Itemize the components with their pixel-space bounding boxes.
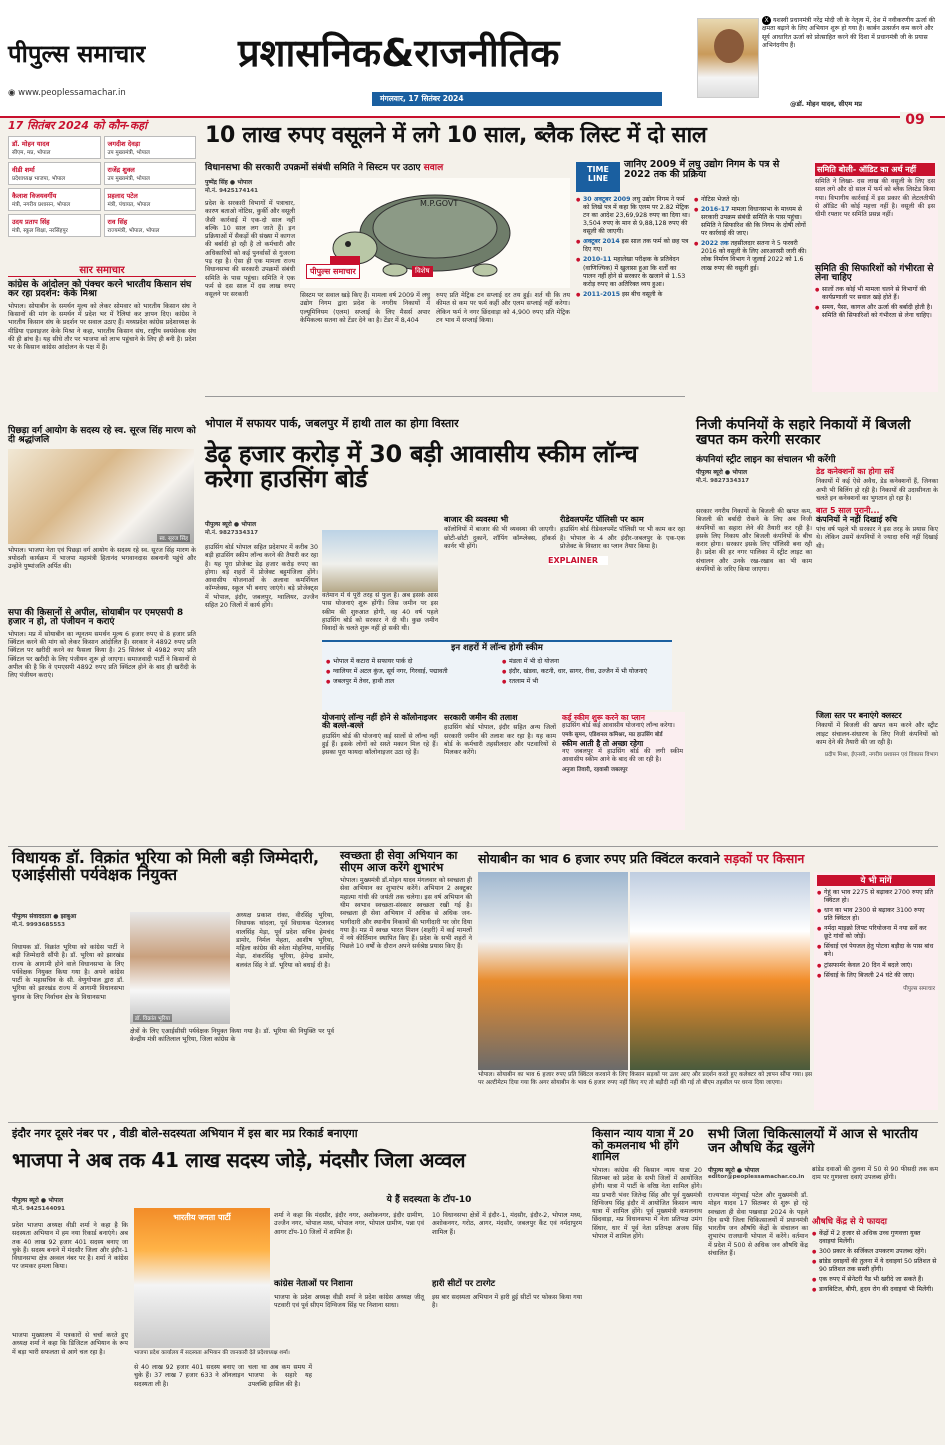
globe-icon: ◉ — [8, 88, 19, 98]
demand-item: ● नर्मदा माइक्रो लिफ्ट परियोजना में नया सर्वे कर छूटे गांवों को जोड़ें। — [817, 925, 935, 941]
timeline-item — [694, 206, 808, 238]
divider — [205, 396, 685, 397]
five-years-text: पांच वर्ष पहले भी सरकार ने इस तरह के प्रयास किए थे। लेकिन उसमें कंपनियों ने ज्यादा रुचि नहीं दिखाई थी। — [816, 526, 938, 550]
soybean-headline-red: सड़कों पर किसान — [724, 851, 805, 866]
aushadhi-byline-place: भोपाल — [744, 1167, 760, 1174]
bjp-col-2: से 40 लाख 92 हजार 401 सदस्य बनाए जा चुके हैं। 37 लाख 7 हजार 633 ने ऑनलाइन सदस्यता ली है। — [134, 1364, 244, 1388]
timeline-text: नोटिस भेजते रहे। — [701, 196, 740, 203]
brand-logo[interactable]: पीपुल्स समाचार — [8, 40, 146, 68]
timeline-text: मामला विधानसभा के माध्यम से सरकारी उपक्रम संबंधी समिति के पास पहुंचा। समिति ने सिफारिश की कि निगम के दोषी लोगों पर कार्रवाई की जाए। — [701, 206, 806, 238]
demands-list — [817, 889, 935, 980]
saar-text-3: भोपाल। मप्र में सोयाबीन का न्यूनतम समर्थन मूल्य 6 हजार रुपए से 8 हजार प्रति क्विंटल करने की मांग को लेकर किसान आंदोलित हैं। सरकार ने 4892 रुपए प्रति क्विंटल पर खरीदी करने का फैसला किया है। 25 सितंबर से 4982 रुपए प्रति क्विंटल पर खरीदी के लिए पंजीयन शुरू हो जाएगा। समाजवादी पार्टी ने किसानों से अपील की है कि वे एमएसपी 4892 रुपए प्रति क्विंटल होने के बाद ही खरीदी के लिए पंजीयन कराएं। — [8, 630, 196, 680]
cm-photo — [697, 18, 759, 98]
photo-caption: स्व. सूरज सिंह — [159, 535, 188, 542]
cm-quote-text: यशस्वी प्रधानमंत्री नरेंद्र मोदी जी के नेतृत्व में, देश में नवीकरणीय ऊर्जा की क्षमता बढ़ाने के लिए अभियान शुरू हो गया है। कार्बन उत्सर्जन कम करने और सूर्य आधारित ऊर्जा को प्रोत्साहित करने की दिशा में प्रधानमंत्री जी के प्रयास अभिनंदनीय हैं। — [762, 17, 936, 50]
housing-headline[interactable]: डेढ़ हजार करोड़ में 30 बड़ी आवासीय स्कीम लॉन्च करेगा हाउसिंग बोर्ड — [205, 440, 638, 494]
cm-quote-by: @डॉ. मोहन यादव, सीएम मप्र — [790, 100, 862, 108]
govt-land-title: सरकारी जमीन की तलाश — [444, 713, 518, 722]
committee-bullet: ● सालों तक कोई भी मामला चलने से विभागों की कार्यप्रणाली पर सवाल खड़े होते हैं। — [815, 286, 935, 302]
timeline-text: इस साल तक फर्म को छह पत्र दिए गए। — [583, 238, 689, 254]
housing-col-1b: वर्तमान में ये पूरी तरह से फुल हैं। अब इसके आस पास योजनाएं शुरू होंगी। जिस जमीन पर इस स्कीम की शुरुआत होगी, वह 40 वर्ष पहले हाउसिंग बोर्ड को सरकार ने दी थी। कुछ जमीन विवादों के चलते शुरू नहीं हो सकी थी। — [322, 592, 438, 633]
swachhta-headline[interactable]: स्वच्छता ही सेवा अभियान का सीएम आज करेंगे शुभारंभ — [340, 849, 458, 874]
who-where-title: 17 सितंबर 2024 को कौन-कहां — [8, 119, 147, 132]
housing-col-1: हाउसिंग बोर्ड भोपाल सहित प्रदेशभर में करीब 30 बड़ी हाउसिंग स्कीम लॉन्च करने की तैयारी कर रहा है। यह पूरा प्रोजेक्ट डेढ़ हजार करोड़ रुपए का होगा। बड़े शहरों में प्रोजेक्ट बहुमंजिला होंगे। आवासीय योजनाओं के अलावा कमर्शियल कॉम्प्लेक्स, स्कूल भी बनाए जाएंगे। बड़े प्रोजेक्ट्स में भोपाल, इंदौर, जबलपुर, ग्वालियर, उज्जैन सहित 20 जिलों में कार्य होंगे। — [205, 544, 318, 610]
cluster-text: निकायों में बिजली की खपत कम करने और स्ट्रीट लाइट संचालन-संधारण के लिए निजी कंपनियों को काम देने की तैयारी की जा रही है। — [816, 722, 938, 746]
committee-box — [812, 160, 938, 392]
lead-subhead — [205, 160, 565, 173]
power-headline[interactable]: निजी कंपनियों के सहारे निकायों में बिजली खपत कम करेगी सरकार — [696, 417, 911, 448]
who-where-box — [8, 120, 196, 258]
person-card[interactable] — [8, 188, 101, 211]
committee-title-2: समिति की सिफारिशों को गंभीरता से लेना चाहिए — [815, 264, 934, 284]
soybean-caption: भोपाल। सोयाबीन का भाव 6 हजार रुपए प्रति क्विंटल करवाने के लिए किसान सड़कों पर उतर आए और प्रदर्शन करते हुए कलेक्टर को ज्ञापन सौंपा गया। इस पर अल्टीमेटम दिया गया कि अगर सोयाबीन के भाव 6 हजार रुपए नहीं किए गए तो बड़ौदी नहीं की गई तो बीएम तहसील पर धरना दिया जाएगा। — [478, 1072, 812, 1086]
top10-box — [274, 1196, 584, 1346]
yojna-text: हाउसिंग बोर्ड की योजनाएं कई सालों से लॉन्च नहीं हुई हैं। इसके लोगों को सस्ते मकान मिल रहे हैं। इसका पूरा फायदा कॉलोनाइजर उठा रहे हैं। — [322, 732, 438, 757]
yojna-title: योजनाएं लॉन्च नहीं होने से कॉलोनाइजर की बल्ले-बल्ले — [322, 713, 437, 731]
bjp-photo-caption: भाजपा प्रदेश कार्यालय में सदस्यता अभियान की जानकारी देते प्रदेशाध्यक्ष शर्मा। — [134, 1350, 290, 1356]
page-number: 09 — [900, 112, 930, 134]
saar-headline-2[interactable]: पिछड़ा वर्ग आयोग के सदस्य रहे स्व. सूरज सिंह मारण को दी श्रद्धांजलि — [8, 425, 196, 446]
top10-text-a: शर्मा ने कहा कि मंदसौर, इंदौर नगर, अशोकनगर, इंदौर ग्रामीण, उज्जैन नगर, भोपाल मध्य, भोपाल नगर, भोपाल ग्रामीण, पन्ना एवं आगर टॉप-10 जिलों में शामिल हैं। — [274, 1212, 424, 1236]
lead-col-1: प्रदेश के सरकारी विभागों में पत्राचार, कारण बताओ नोटिस, कुर्की और वसूली जैसी कार्रवाई में एक-दो साल नहीं बल्कि 10 साल लग जाते हैं। इन प्रक्रियाओं में सैकड़ों की संख्या में कागज की बर्बादी हो रही है तो कर्मचारी और अधिकारियों को कई पुनर्वासों से गुजरना पड़ रहा है। ऐसा ही एक मामला राज्य विधानसभा की सरकारी उपक्रमों संबंधी समिति के पास पहुंचा। समिति ने एक फर्म से दस साल में दस लाख रुपए वसूलने पर सरकारी — [205, 200, 295, 299]
housing-col-2 — [444, 516, 556, 636]
aushadhi-col-2: ब्रांडेड दवाओं की तुलना में 50 से 90 फीसदी तक कम दाम पर गुणवत्ता दवाएं उपलब्ध होंगी। — [812, 1166, 938, 1182]
demand-item: ● धान का भाव 2300 से बढ़ाकर 3100 रुपए प्रति क्विंटल हो। — [817, 907, 935, 923]
timeline-item — [694, 196, 808, 204]
plan-text: हाउसिंग बोर्ड कई आवासीय योजनाएं लॉन्च करेगा। — [562, 721, 675, 729]
timeline-item — [576, 238, 690, 254]
quote-person: अनुजा तिवारी, रहवासी जबलपुर — [562, 766, 628, 773]
timeline-item — [576, 256, 690, 288]
city-item: ● भोपाल में कटारा में सफायर पार्क दो — [326, 658, 486, 666]
person-card[interactable] — [104, 162, 197, 185]
date-bar — [372, 92, 662, 106]
mla-headline[interactable]: विधायक डॉ. विक्रांत भूरिया को मिली बड़ी जिम्मेदारी, एआईसीसी पर्यवेक्षक नियुक्त — [12, 848, 320, 884]
redevelop-text: हाउसिंग बोर्ड रीडेवलपमेंट पॉलिसी पर भी काम कर रहा है। भोपाल के 4 और इंदौर-जबलपुर के एक-एक प्रोजेक्ट के विस्तार का प्लान तैयार किया है। — [560, 526, 685, 550]
plan-person: एमके सुमन, एडिशनल कमिश्नर, मप्र हाउसिंग बोर्ड — [562, 732, 663, 739]
top10-title: ये हैं सदस्यता के टॉप-10 — [386, 1195, 472, 1205]
five-years-title: बात 5 साल पुरानी... — [816, 506, 880, 516]
lead-byline: पुष्पेंद्र सिंह ● भोपाल मो.नं. 9425174141 — [205, 178, 355, 194]
target-title: हारी सीटों पर टारगेट — [432, 1279, 496, 1289]
market-title: बाजार की व्यवस्था भी — [444, 515, 509, 524]
demands-box — [814, 872, 938, 1110]
top10-text-b: 10 विधानसभा क्षेत्रों में इंदौर-1, मंदसौर, इंदौर-2, भोपाल मध्य, अशोकनगर, गरोठ, आगर, मंदसौर, जबलपुर कैंट एवं नर्मदापुरम शामिल हैं। — [432, 1212, 582, 1236]
city-item: ● रतलाम में भी — [502, 678, 662, 686]
housing-byline: पीपुल्स ब्यूरो ● भोपाल मो.नं. 9827334317 — [205, 520, 325, 536]
bjp-col-3: चला था अब कम समय में भाजपा के सहारे यह उपलब्धि हासिल की है। — [248, 1364, 312, 1388]
plan-title: कई स्कीम शुरू करने का प्लान — [562, 713, 645, 722]
benefit-item: ● डायबिटिज, बीपी, हृदय रोग की दवाइयां भी मिलेंगी। — [812, 1286, 938, 1294]
benefit-item: ● 300 प्रकार के सर्जिकल उपकरण उपलब्ध रहेंगे। — [812, 1248, 938, 1256]
person-role: प्रदेशाध्यक्ष भाजपा, भोपाल — [12, 175, 66, 182]
saar-headline-3[interactable]: सपा की किसानों से अपील, सोयाबीन पर एमएसपी 8 हजार न हो, तो पंजीयन न कराएं — [8, 607, 184, 628]
redevelop-title: रीडेवलपमेंट पॉलिसी पर काम — [560, 515, 644, 524]
aushadhi-text: राज्यपाल मंगुभाई पटेल और मुख्यमंत्री डॉ. मोहन यादव 17 सितम्बर से शुरू हो रहे स्वच्छता ही सेवा पखवाड़ा 2024 के पहले दिन सभी जिला चिकित्सालयों में प्रधानमंत्री भारतीय जन औषधि केंद्रों के संचालन का शुभारंभ राजधानी भोपाल में करेंगे। वर्तमान में प्रदेश में 500 से अधिक जन औषधि केंद्र संचालित हैं। — [708, 1192, 808, 1258]
section-title: प्रशासनिक&राजनीतिक — [238, 31, 560, 75]
benefits-box — [812, 1218, 938, 1438]
bjp-byline-place: भोपाल — [48, 1197, 64, 1204]
person-card[interactable] — [8, 136, 101, 159]
mla-byline: पीपुल्स संवाददाता ● झाबुआ मो.नं. 9993685553 — [12, 912, 142, 928]
timeline-text: तहसीलदार सतना ने 5 फरवरी 2016 को वसूली के लिए आरआरसी जारी की। लोक निर्माण विभाग ने जुलाई 2022 को 1.6 लाख रुपए की वसूली हुई। — [701, 240, 807, 272]
city-item: ● जबलपुर में तेवर, हाथी ताल — [326, 678, 486, 686]
mla-byline-place: झाबुआ — [60, 913, 77, 920]
timeline-text: लघु उद्योग निगम ने फर्म को लिखे पत्र में कहा कि एलम पर 2.82 मेट्रिक टन का आदेश 23,69,928 रुपए का दिया था। 3,504 रुपए के मान से 9,88,128 रुपए की वसूली की जाएगी। — [583, 196, 690, 236]
mla-photo — [130, 912, 230, 1024]
bjp-kicker[interactable]: इंदौर नगर दूसरे नंबर पर , वीडी बोले-सदस्यता अभियान में इस बार मप्र रिकार्ड बनाएगा — [12, 1127, 358, 1140]
bjp-byline: पीपुल्स ब्यूरो ● भोपाल मो.नं. 9425144091 — [12, 1196, 132, 1212]
target-text: इस बार सदस्यता अभियान में हारी हुई सीटों पर फोकस किया गया है। — [432, 1294, 582, 1310]
cm-quote — [762, 16, 938, 96]
govt-land-box — [444, 714, 556, 828]
lead-col-3: रुपए प्रति मेट्रिक टन सप्लाई दर तय हुई। शर्त थी कि तय कीमत से कम पर फर्म कहीं और एलम सप्लाई नहीं करेगा। लेकिन फर्म ने नगर छिंदवाड़ा को 4,900 रुपए प्रति मेट्रिक टन भाव में सप्लाई किया। — [436, 292, 570, 324]
aushadhi-email[interactable]: editor@peoplessamachar.co.in — [708, 1174, 805, 1180]
bjp-mobile: मो.नं. 9425144091 — [12, 1206, 66, 1212]
benefits-list — [812, 1230, 938, 1294]
person-name: डॉ. मोहन यादव — [12, 139, 50, 148]
bjp-banner: भारतीय जनता पार्टी — [173, 1213, 231, 1222]
saar-headline-1[interactable]: कांग्रेस के आंदोलन को पंक्चर करने भारतीय किसान संघ कर रहा प्रदर्शन: केके मिश्रा — [8, 280, 192, 300]
aushadhi-byline-name: पीपुल्स ब्यूरो — [708, 1167, 735, 1174]
lead-mobile: मो.नं. 9425174141 — [205, 188, 259, 194]
saar-text-2: भोपाल। भाजपा नेता एवं पिछड़ा वर्ग आयोग के सदस्य रहे स्व. सूरज सिंह मारण के त्रयोदशी कार्यक्रम में भाजपा महामंत्री हितानंद भगवानदास सबनानी पहुंचे और उन्होंने पुष्पांजलि अर्पित की। — [8, 546, 196, 571]
bjp-byline-name: पीपुल्स ब्यूरो — [12, 1197, 39, 1204]
person-role: राज्यमंत्री, भोपाल, भोपाल — [107, 227, 160, 234]
power-col-1: सरकार नगरीय निकायों के बिजली की खपत कम, बिजली की बर्बादी रोकने के लिए अब निजी कंपनियों का सहारा लेने की तैयारी कर रही है। इसके लिए निकाय और बिजली कंपनियों के बीच करार होगा। सरकार इसके लिए पॉलिसी बना रही है। प्रदेश की हर नगर पालिका में स्ट्रीट लाइट का संचालन और उनके रख-रखाव का भी काम कंपनियों के जरिए किया जाएगा। — [696, 508, 812, 574]
person-card[interactable] — [104, 214, 197, 237]
timeline-left — [576, 196, 690, 394]
timeline-year: अक्टूबर 2014 — [583, 238, 620, 246]
city-item: ● इंदौर, खंडवा, कटनी, धार, सागर, रीवा, उज्जैन में भी योजनाएं — [502, 668, 662, 676]
soybean-photo-2 — [630, 872, 810, 1070]
mla-mobile: मो.नं. 9993685553 — [12, 922, 66, 928]
lead-subhead-red: सवाल — [423, 163, 444, 173]
person-card[interactable] — [8, 214, 101, 237]
bjp-col-1: प्रदेश भाजपा अध्यक्ष वीडी शर्मा ने कहा है कि सदस्यता अभियान में हम नया रिकार्ड बनाएंगे। अब तक 40 लाख 92 हजार 401 सदस्य बनाए जा चुके हैं। सदस्य बनाने में मंदसौर जिला और इंदौर-1 विधानसभा क्षेत्र अव्वल नंबर पर है। शर्मा ने कांग्रेस पर जमकर हमला किया। — [12, 1222, 128, 1271]
yojna-box — [322, 714, 438, 828]
bjp-headline[interactable]: भाजपा ने अब तक 41 लाख सदस्य जोड़े, मंदसौर जिला अव्वल — [12, 1148, 466, 1172]
mla-col-1: विधायक डॉ. विक्रांत भूरिया को कांग्रेस पार्टी ने बड़ी जिम्मेदारी सौंपी है। डॉ. भूरिया को झारखंड राज्य के आगामी होने वाले विधानसभा के लिए पर्यवेक्षक नियुक्त किया गया है। अपने कांग्रेस पार्टी के महासचिव के सी. वेणुगोपाल द्वारा डॉ. भूरिया को झारखंड राज्य में आगामी विधानसभा चुनाव के लिए निर्वाचन क्षेत्र के विधानसभा — [12, 944, 124, 1001]
benefit-item: ● ब्रांडेड दवाइयों की तुलना में ये दवाइयां 50 प्रतिशत से 90 प्रतिशत तक सस्ती होंगी। — [812, 1258, 938, 1274]
power-byline-place: भोपाल — [732, 469, 748, 476]
housing-kicker[interactable]: भोपाल में सफायर पार्क, जबलपुर में हाथी ताल का होगा विस्तार — [205, 417, 459, 430]
timeline-year: 2010-11 — [583, 256, 612, 264]
person-role: मंत्री, स्कूल शिक्षा, नरसिंहपुर — [12, 227, 68, 234]
website-text: www.peoplessamachar.in — [18, 88, 126, 98]
person-role: उप मुख्यमंत्री, भोपाल — [107, 175, 150, 182]
person-name: उदय प्रताप सिंह — [12, 217, 50, 226]
timeline-item — [576, 196, 690, 236]
person-name: राजेंद्र शुक्ल — [107, 165, 135, 174]
housing-photo — [322, 530, 438, 592]
city-item: ● ग्वालियर में अटल कुंज, सूर्य नगर, गिरवाई, पद्मावती — [326, 668, 486, 676]
person-role: मंत्री, पंचायत, भोपाल — [107, 201, 151, 208]
lead-byline-name: पुष्पेंद्र सिंह — [205, 179, 228, 186]
divider — [8, 846, 938, 847]
mla-col-2: अध्यक्ष प्रकाश रांका, वीरसिंह भूरिया, विधायक थांदला, पूर्व विधायक पेटलावद वालसिंह मेड़ा, पूर्व प्रदेश सचिव हेमचंद डामोर, निर्मल मेहता, आशीष भूरिया, महिला कांग्रेस की श्वेता मोहनिया, मानसिंह मेड़ा, शंकरसिंह भूरिया, हेमेन्द्र डामोर, बलवंत सिंह ने डॉ. भूरिया को बधाई दी है। — [236, 912, 334, 969]
lead-col-2: सिस्टम पर सवाल खड़े किए हैं। मामला वर्ष 2009 में लघु उद्योग निगम द्वारा प्रदेश के नगरीय निकायों में एल्यूमिनियम (एलम) सप्लाई के लिए मैसर्स अपार केमिकल्स सतना को टेंडर देने का है। टेंडर में 8,404 — [300, 292, 430, 324]
benefit-item: ● केंद्रों में 2 हजार से अधिक उच्च गुणवत्ता युक्त दवाइयां मिलेंगी। — [812, 1230, 938, 1246]
demand-item: ● गेहूं का भाव 2275 से बढ़ाकर 2700 रुपए प्रति क्विंटल हो। — [817, 889, 935, 905]
dead-conn-title: डेड कनेक्शनों का होगा सर्वे — [816, 467, 894, 476]
cities-box — [322, 640, 672, 710]
saar-label: सार समाचार — [8, 262, 196, 277]
mla-byline-name: पीपुल्स संवाददाता — [12, 913, 52, 920]
power-subhead: कंपनियां स्ट्रीट लाइन का संचालन भी करेंगी — [696, 455, 836, 465]
demands-title: ये भी मांगें — [817, 875, 935, 886]
housing-col-3 — [560, 516, 685, 646]
demand-item: ● सिंचाई के लिए बिजली 24 घंटे की जाए। — [817, 972, 935, 980]
plan-box — [560, 712, 685, 830]
power-byline-name: पीपुल्स ब्यूरो — [696, 469, 723, 476]
demand-item: ● ट्रांसफार्मर केवल 20 दिन में बदले जाएं। — [817, 962, 935, 970]
bjp-col-1b: भाजपा मुख्यालय में पत्रकारों से चर्चा करते हुए अध्यक्ष शर्मा ने कहा कि डिजिटल अभियान के रूप में बड़ा भारी सफलता से आगे चल रहा है। — [12, 1332, 128, 1356]
timeline-headline: जानिए 2009 में लघु उद्योग निगम के पत्र से 2022 तक की प्रक्रिया — [624, 159, 780, 180]
lead-headline[interactable]: 10 लाख रुपए वसूलने में लगे 10 साल, ब्लैक लिस्ट में दो साल — [205, 123, 707, 148]
power-col-2 — [816, 468, 938, 698]
benefit-item: ● एक रुपए में सेनेटरी पैड भी खरीदे जा सकते हैं। — [812, 1276, 938, 1284]
housing-byline-place: भोपाल — [241, 521, 257, 528]
govt-land-text: हाउसिंग बोर्ड भोपाल, इंदौर सहित अन्य जिलों सरकारी जमीन की तलाश कर रहा है। यह काम बोर्ड के कर्मचारी तहसीलदार और पटवारियों से मिलकर करेंगे। — [444, 724, 556, 757]
committee-text: समिति ने लिखा- दस लाख की वसूली के लिए दस साल लगे और दो साल में फर्म को ब्लैक लिस्टेड किया गया। विभागीय कार्रवाई में इस प्रकार की लेटलतीफी से ऑडिट की कोई महत्ता नहीं है। वसूली की इस धीमी रफ्तार पर समिति प्रसन्न नहीं। — [815, 178, 935, 219]
bjp-photo — [134, 1208, 270, 1348]
soybean-headline-text: सोयाबीन का भाव 6 हजार रुपए प्रति क्विंटल करवाने — [478, 851, 720, 866]
person-card[interactable] — [8, 162, 101, 185]
website-url[interactable] — [8, 88, 238, 98]
timeline-year: 2022 तक — [701, 240, 729, 248]
housing-byline-name: पीपुल्स ब्यूरो — [205, 521, 232, 528]
date-text: मंगलवार, 17 सितंबर 2024 — [380, 94, 464, 103]
cities-title: इन शहरों में लॉन्च होगी स्कीम — [451, 643, 543, 653]
person-name: जगदीश देवड़ा — [107, 139, 141, 148]
timeline-label-text: TIME LINE — [587, 165, 609, 183]
benefits-title: औषधि केंद्र से ये फायदा — [812, 1217, 887, 1227]
kisan-text: भोपाल। कांग्रेस की किसान न्याय यात्रा 20 सितम्बर को प्रदेश के सभी जिलों में आयोजित होगी। यात्रा में पार्टी के वरिष्ठ नेता शामिल होंगे। मप्र प्रभारी भंवर जितेन्द्र सिंह और पूर्व मुख्यमंत्री दिग्विजय सिंह इंदौर में आयोजित किसान न्याय यात्रा में शामिल होंगे। पूर्व मुख्यमंत्री कमलनाथ छिंदवाड़ा, मप्र विधानसभा में नेता प्रतिपक्ष उमंग सिंघार, धार में पूर्व नेता प्रतिपक्ष अजय सिंह भोपाल में शामिल होंगे। — [592, 1166, 702, 1241]
person-name: प्रहलाद पटेल — [107, 191, 138, 200]
housing-mobile: मो.नं. 9827334317 — [205, 530, 259, 536]
saar-text-1: भोपाल। सोयाबीन के समर्थन मूल्य को लेकर सोमवार को भारतीय किसान संघ ने किसानों की मांग के समर्थन में प्रदेश भर में रैलियां कर ज्ञापन दिए। कांग्रेस ने भारतीय किसान संघ के प्रदर्शन पर सवाल उठाए हैं। मध्यप्रदेश कांग्रेस प्रदेशाध्यक्ष के मीडिया एडवाइजर केके मिश्रा ने कहा, भारतीय किसान संघ, राष्ट्रीय स्वयंसेवक संघ की ही ब्रांच है। यह सीधे तौर पर भाजपा को लाभ पहुंचाने के लिए ही बनी है। प्रदेश भर के किसान कांग्रेस आंदोलन के पक्ष में हैं। — [8, 302, 196, 352]
soybean-photo-1 — [478, 872, 628, 1070]
cartoon — [300, 178, 570, 288]
timeline-item — [576, 291, 690, 299]
demands-desk: पीपुल्स समाचार — [903, 985, 935, 992]
lead-subhead-text: विधानसभा की सरकारी उपक्रमों संबंधी समिति ने सिस्टम पर उठाए — [205, 163, 421, 173]
power-mobile: मो.नं. 9827334317 — [696, 478, 750, 484]
quote-title: स्कीम आती है तो अच्छा रहेगा — [562, 739, 644, 749]
cong-title: कांग्रेस नेताओं पर निशाना — [274, 1279, 353, 1289]
timeline-year: 30 अक्टूबर 2009 — [583, 196, 631, 203]
swachhta-text: भोपाल। मुख्यमंत्री डॉ.मोहन यादव मंगलवार को स्वच्छता ही सेवा अभियान का शुभारंभ करेंगे। अभियान 2 अक्टूबर महात्मा गांधी की जयंती तक चलेगा। इस वर्ष अभियान की थीम स्वभाव स्वच्छता-संस्कार स्वच्छता रखी गई है। स्वच्छता ही सेवा अभियान में अधिक से अधिक जन-भागीदारी और स्थानीय निकायों की भागीदारी पर जोर दिया गया है। मप्र में स्वच्छ भारत मिशन (शहरी) में कई मामलों में नये कीर्तिमान स्थापित किए हैं। प्रदेश के सभी शहरों ने पिछले 10 वर्षों के दौरान अपने सर्वश्रेष्ठ प्रयास किए हैं। — [340, 877, 472, 951]
cartoon-tag: विशेष — [412, 266, 433, 277]
market-text: कॉलोनियों में बाजार की भी व्यवस्था की जाएगी। छोटी-छोटी दुकानें, शॉपिंग कॉम्प्लेक्स, हॉकर्स कार्नर भी होंगे। — [444, 526, 556, 550]
person-role: उप मुख्यमंत्री, भोपाल — [107, 149, 150, 156]
power-byline: पीपुल्स ब्यूरो ● भोपाल मो.नं. 9827334317 — [696, 468, 806, 484]
committee-bullets — [815, 286, 935, 320]
five-years-sub: कंपनियों ने नहीं दिखाई रुचि — [816, 514, 898, 524]
x-icon: X — [762, 16, 771, 25]
timeline-right — [694, 196, 808, 394]
shraddhanjali-photo — [8, 449, 194, 544]
cluster-box — [816, 712, 938, 840]
person-name: राव सिंह — [107, 217, 128, 226]
explainer-tag: EXPLAINER — [548, 556, 608, 565]
kisan-box — [592, 1128, 702, 1440]
timeline-year: 2011-2015 — [583, 290, 621, 298]
swachhta-box — [340, 850, 472, 1080]
person-card[interactable] — [104, 188, 197, 211]
cartoon-shell-text: M.P.GOVT — [420, 199, 459, 208]
demand-item: ● सिंचाई एवं पेयजल हेतु पोटवा बड़ौदा के पास बांध बने। — [817, 943, 935, 959]
timeline-year: 2016-17 — [701, 206, 730, 214]
who-where-grid — [8, 136, 196, 237]
cities-left — [326, 658, 486, 688]
lead-byline-place: भोपाल — [237, 179, 253, 186]
soybean-headline[interactable] — [478, 852, 938, 865]
person-name: कैलाश विजयवर्गीय — [12, 191, 57, 200]
timeline-label — [576, 162, 620, 192]
city-item: ● मंडला में भी दो योजना — [502, 658, 662, 666]
aushadhi-headline[interactable]: सभी जिला चिकित्सालयों में आज से भारतीय जन औषधि केंद्र खुलेंगे — [708, 1127, 918, 1156]
cartoon-label-text: पीपुल्स समाचार — [310, 267, 356, 276]
aushadhi-byline: पीपुल्स ब्यूरो ● भोपाल editor@peoplessamachar.co.in — [708, 1166, 818, 1180]
person-name: वीडी शर्मा — [12, 165, 35, 174]
committee-bullet: ● समय, पैसा, कागज और ऊर्जा की बर्बादी होती है। समिति की सिफारिशों को गंभीरता से लेना चाहिए। — [815, 304, 935, 320]
quote-text: नए जबलपुर में हाउसिंग बोर्ड की लगी स्कीम आवासीय स्कीम आने के बाद की जा रही है। — [562, 748, 683, 764]
saar-column — [8, 262, 196, 842]
committee-title: समिति बोली- ऑडिट का अर्थ नहीं — [815, 163, 935, 176]
dead-conn-text: निकायों में कई ऐसे अवैध, डेड कनेक्शनों हैं, जिनका अभी भी बिलिंग हो रही है। निकायों की उदासीनता के चलते इन कनेक्शनों का भुगतान हो रहा है। — [816, 478, 938, 502]
timeline-text: इस बीच वसूली के — [621, 290, 663, 298]
person-card[interactable] — [104, 136, 197, 159]
timeline-item — [694, 240, 808, 272]
mla-col-2b: क्षेत्रों के लिए एआईसीसी पर्यवेक्षक नियुक्त किया गया है। डॉ. भूरिया की नियुक्ति पर पूर्व केन्द्रीय मंत्री कांतिलाल भूरिया, जिला कांग्रेस के — [130, 1028, 334, 1044]
divider — [8, 1122, 938, 1123]
cluster-title: जिला स्तर पर बनाएंगे क्लस्टर — [816, 711, 902, 720]
person-role: मंत्री, नगरीय प्रशासन, भोपाल — [12, 201, 71, 208]
person-role: सीएम, मप्र, भोपाल — [12, 149, 51, 156]
cong-text: भाजपा के प्रदेश अध्यक्ष वीडी शर्मा ने प्रदेश कांग्रेस अध्यक्ष जीतू पटवारी एवं पूर्व सीएम दिग्विजय सिंह पर निशाना साधा। — [274, 1294, 424, 1310]
timeline-text: महालेखा परीक्षक के प्रतिवेदन (वाणिज्यिक) में खुलासा हुआ कि शर्तों का पालन नहीं होने से सरकार के खजाने से 1.53 करोड़ रुपए का अतिरिक्त व्यय हुआ। — [583, 256, 686, 288]
cities-right — [502, 658, 662, 688]
cluster-quote-by: प्रदीप मिश्रा, ईएनसी, नगरीय प्रशासन एवं विकास विभाग — [824, 752, 938, 759]
kisan-headline[interactable]: किसान न्याय यात्रा में 20 को कमलनाथ भी होंगे शामिल — [592, 1127, 694, 1164]
mla-photo-caption: डॉ. विक्रांत भूरिया — [135, 1016, 171, 1022]
cartoon-label — [306, 264, 360, 279]
